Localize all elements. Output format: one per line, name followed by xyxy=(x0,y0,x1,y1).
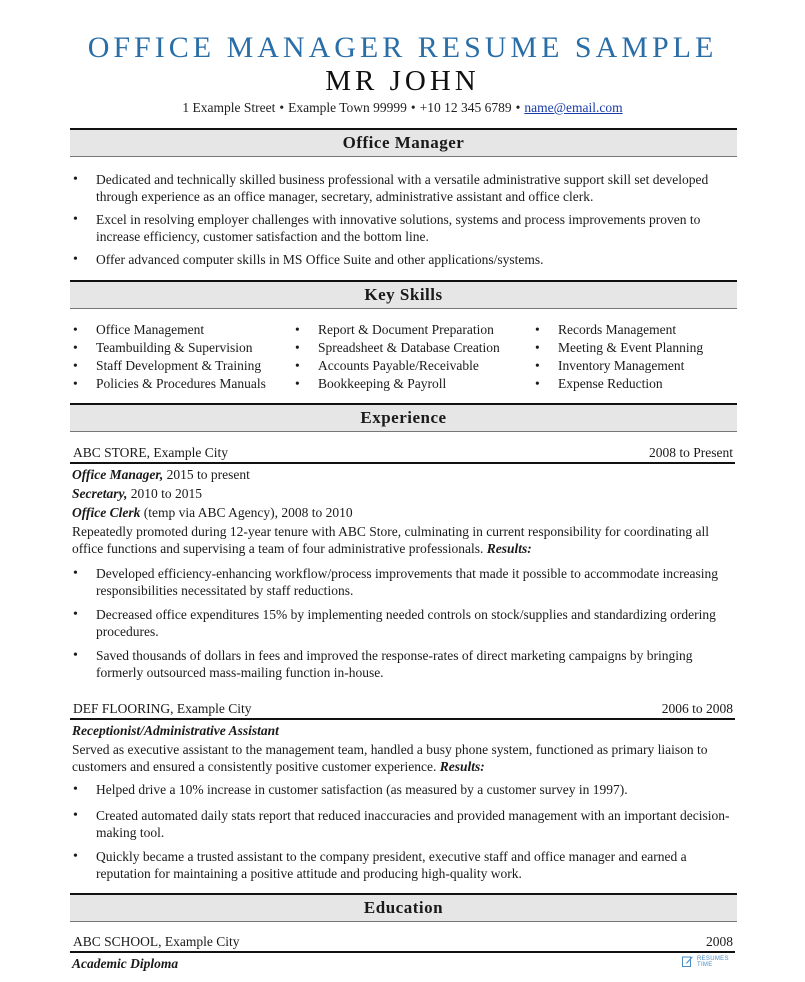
skill-item: • Office Management xyxy=(70,321,266,339)
logo-line-1: RESUMES xyxy=(697,956,729,962)
results-label: Results: xyxy=(486,541,532,556)
section-heading-education: Education xyxy=(70,893,737,922)
degree-line xyxy=(72,955,737,972)
role-line xyxy=(72,722,737,739)
resumes-time-logo xyxy=(682,954,734,970)
separator: • xyxy=(515,100,521,115)
achievements-list xyxy=(70,781,737,888)
skills-column xyxy=(70,321,266,393)
employer-row xyxy=(70,444,735,464)
role-line xyxy=(72,485,737,502)
skill-item: • Records Management xyxy=(532,321,703,339)
description-text: Repeatedly promoted during 12-year tenure with ABC Store, culminating in current responsibility for coordinating all office functions and supervising a team of four administrative professionals. xyxy=(72,524,709,556)
employer-row xyxy=(70,700,735,720)
section-heading-skills: Key Skills xyxy=(70,280,737,309)
degree: Academic Diploma xyxy=(72,956,179,971)
section-heading-summary: Office Manager xyxy=(70,128,737,157)
role-title: Office Manager, xyxy=(72,467,164,482)
school-name: ABC SCHOOL, Example City xyxy=(73,934,240,949)
list-item: • Dedicated and technically skilled business professional with a versatile administrative support skill set developed through experience as an office manager, secretary, administrative assistant and office clerk. xyxy=(70,171,737,205)
phone: +10 12 345 6789 xyxy=(419,100,512,115)
skill-item: • Accounts Payable/Receivable xyxy=(292,357,500,375)
skill-item: • Expense Reduction xyxy=(532,375,703,393)
list-item: • Created automated daily stats report that reduced inaccuracies and provided management with an important decision-making tool. xyxy=(70,807,737,841)
list-item: • Developed efficiency-enhancing workflow/process improvements that made it possible to accommodate increasing responsibilities necessitated by staff reductions. xyxy=(70,565,737,599)
section-heading-experience: Experience xyxy=(70,403,737,432)
job-description xyxy=(72,741,737,775)
skill-item: • Spreadsheet & Database Creation xyxy=(292,339,500,357)
pencil-edit-icon xyxy=(682,955,693,967)
logo-line-2: TIME xyxy=(697,962,713,968)
list-item: • Offer advanced computer skills in MS Office Suite and other applications/systems. xyxy=(70,251,737,268)
employer-name: DEF FLOORING, Example City xyxy=(73,701,252,716)
employment-dates: 2008 to Present xyxy=(649,445,733,460)
skills-column xyxy=(292,321,500,393)
skill-item: • Teambuilding & Supervision xyxy=(70,339,266,357)
role-dates: (temp via ABC Agency), 2008 to 2010 xyxy=(140,505,353,520)
separator: • xyxy=(279,100,285,115)
document-title: OFFICE MANAGER RESUME SAMPLE xyxy=(87,31,718,64)
email-link[interactable]: name@email.com xyxy=(524,100,623,115)
skill-item: • Policies & Procedures Manuals xyxy=(70,375,266,393)
role-dates: 2010 to 2015 xyxy=(127,486,202,501)
job-description xyxy=(72,523,737,557)
description-text: Served as executive assistant to the management team, handled a busy phone system, functioned as primary liaison to customers and ensured a consistently positive customer experience. xyxy=(72,742,708,774)
list-item: • Quickly became a trusted assistant to the company president, executive staff and office manager and earned a reputation for maintaining a positive attitude and producing high-quality work. xyxy=(70,848,737,882)
skill-item: • Report & Document Preparation xyxy=(292,321,500,339)
employment-dates: 2006 to 2008 xyxy=(661,701,733,716)
town: Example Town 99999 xyxy=(288,100,407,115)
role-line xyxy=(72,466,737,483)
graduation-year: 2008 xyxy=(706,934,733,949)
role-title: Office Clerk xyxy=(72,505,141,520)
results-label: Results: xyxy=(439,759,485,774)
skill-item: • Bookkeeping & Payroll xyxy=(292,375,500,393)
contact-line xyxy=(0,99,805,117)
list-item: • Saved thousands of dollars in fees and improved the response-rates of direct marketing campaigns by bringing formerly outsourced mass-mailing function in-house. xyxy=(70,647,737,681)
skills-column xyxy=(532,321,703,393)
skill-item: • Staff Development & Training xyxy=(70,357,266,375)
role-title: Secretary, xyxy=(72,486,128,501)
role-dates: 2015 to present xyxy=(163,467,250,482)
candidate-name: MR JOHN xyxy=(325,65,480,97)
logo-text xyxy=(697,956,729,968)
list-item: • Decreased office expenditures 15% by implementing needed controls on stock/supplies and standardizing ordering procedures. xyxy=(70,606,737,640)
skill-item: • Inventory Management xyxy=(532,357,703,375)
separator: • xyxy=(410,100,416,115)
achievements-list xyxy=(70,565,737,687)
list-item: • Excel in resolving employer challenges with innovative solutions, systems and process improvements proven to increase efficiency, customer satisfaction and the bottom line. xyxy=(70,211,737,245)
role-line xyxy=(72,504,737,521)
summary-list xyxy=(70,171,737,274)
role-title: Receptionist/Administrative Assistant xyxy=(72,723,279,738)
list-item: • Helped drive a 10% increase in customer satisfaction (as measured by a customer survey in 1997). xyxy=(70,781,737,798)
skill-item: • Meeting & Event Planning xyxy=(532,339,703,357)
employer-name: ABC STORE, Example City xyxy=(73,445,229,460)
address: 1 Example Street xyxy=(182,100,276,115)
school-row xyxy=(70,933,735,953)
